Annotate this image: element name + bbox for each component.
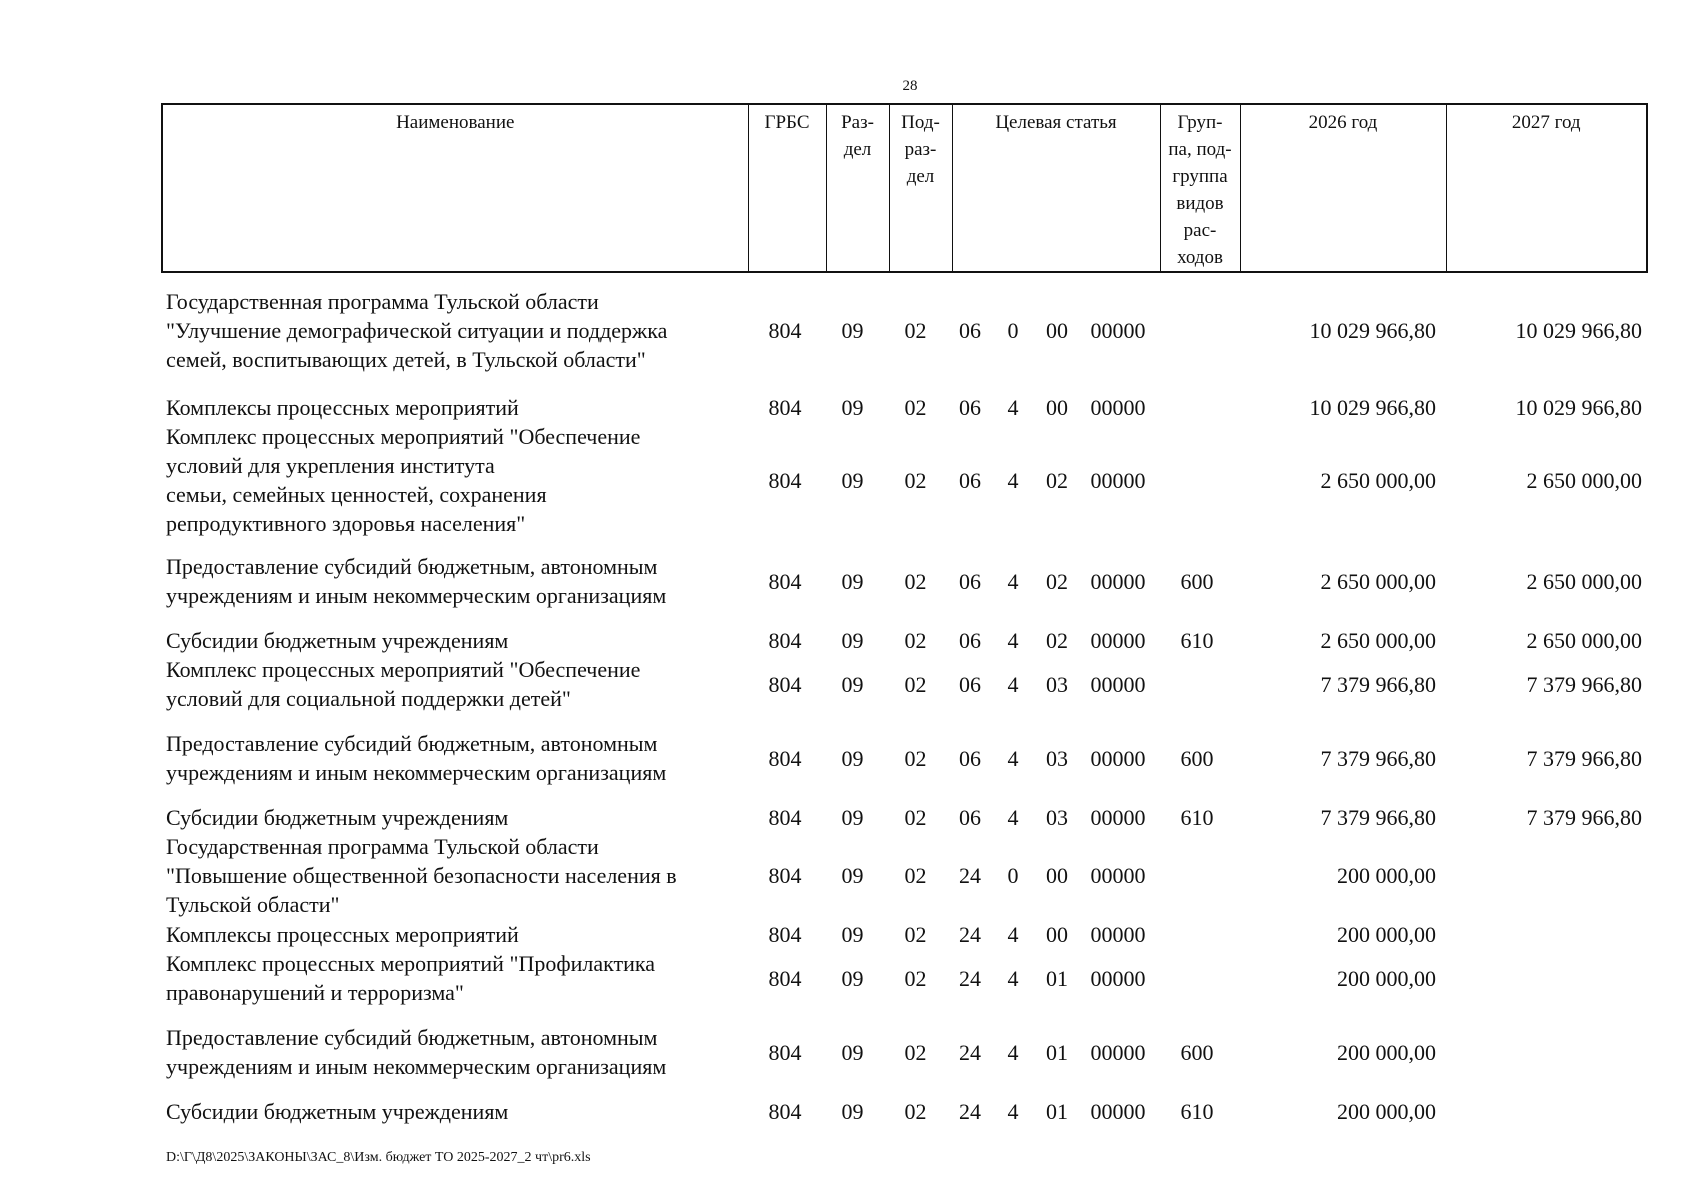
- cell-amount-2026: 200 000,00: [1337, 922, 1436, 947]
- cell-target-type: 4: [1007, 745, 1019, 771]
- cell-target-program: 06: [959, 318, 981, 343]
- cell-target-type: 4: [1007, 628, 1019, 653]
- cell-podrazdel: 02: [904, 1099, 927, 1124]
- cell-target-direction: 00000: [1090, 1099, 1146, 1124]
- cell-amount-2027: 2 650 000,00: [1526, 628, 1642, 653]
- cell-target-type: 4: [1007, 671, 1019, 697]
- cell-target-direction: 00000: [1090, 568, 1146, 594]
- cell-expense-group: 600: [1180, 745, 1214, 771]
- cell-podrazdel: 02: [904, 1039, 927, 1065]
- cell-name: Предоставление субсидий бюджетным, автономным учреждениям и иным некоммерческим организациям: [166, 1025, 667, 1079]
- cell-target-event: 01: [1046, 1099, 1068, 1124]
- cell-amount-2027: 2 650 000,00: [1526, 467, 1642, 493]
- cell-expense-group: 610: [1180, 1099, 1214, 1124]
- header-2027: 2027 год: [1446, 104, 1647, 272]
- cell-target-program: 24: [959, 965, 981, 991]
- page-number: 28: [902, 78, 918, 94]
- cell-target-direction: 00000: [1090, 922, 1146, 947]
- cell-target-direction: 00000: [1090, 628, 1146, 653]
- cell-podrazdel: 02: [904, 922, 927, 947]
- header-name: Наименование: [162, 104, 748, 272]
- cell-amount-2026: 10 029 966,80: [1309, 318, 1436, 343]
- cell-grbs: 804: [768, 568, 802, 594]
- cell-expense-group: 610: [1180, 805, 1214, 830]
- cell-expense-group: 600: [1180, 568, 1214, 594]
- header-podrazdel: Под- раз- дел: [889, 104, 952, 272]
- cell-target-event: 03: [1046, 745, 1068, 771]
- cell-grbs: 804: [768, 318, 802, 343]
- cell-amount-2026: 7 379 966,80: [1320, 805, 1436, 830]
- header-2026: 2026 год: [1240, 104, 1446, 272]
- cell-name: Предоставление субсидий бюджетным, автономным учреждениям и иным некоммерческим организациям: [166, 554, 667, 608]
- cell-expense-group: 600: [1180, 1039, 1214, 1065]
- cell-razdel: 09: [841, 922, 864, 947]
- cell-podrazdel: 02: [904, 628, 927, 653]
- cell-target-event: 02: [1046, 628, 1068, 653]
- cell-name: Комплекс процессных мероприятий "Профилактика правонарушений и терроризма": [166, 951, 656, 1005]
- cell-podrazdel: 02: [904, 467, 927, 493]
- cell-name: Субсидии бюджетным учреждениям: [166, 628, 509, 653]
- footer-file-path: D:\Г\Д8\2025\ЗАКОНЫ\ЗАС_8\Изм. бюджет ТО 2025-2027_2 чт\pr6.xls: [166, 1150, 591, 1165]
- cell-razdel: 09: [841, 1099, 864, 1124]
- cell-podrazdel: 02: [904, 863, 927, 888]
- cell-razdel: 09: [841, 863, 864, 888]
- cell-podrazdel: 02: [904, 965, 927, 991]
- cell-name: Государственная программа Тульской области "Повышение общественной безопасности населения в Тульской области": [166, 834, 677, 917]
- cell-amount-2027: 7 379 966,80: [1526, 671, 1642, 697]
- cell-razdel: 09: [841, 568, 864, 594]
- cell-target-direction: 00000: [1090, 318, 1146, 343]
- cell-amount-2026: 2 650 000,00: [1320, 568, 1436, 594]
- cell-target-direction: 00000: [1090, 467, 1146, 493]
- header-group: Груп- па, под- группа видов рас- ходов: [1160, 104, 1240, 272]
- cell-name: Комплексы процессных мероприятий: [166, 395, 519, 420]
- cell-target-event: 00: [1046, 395, 1068, 420]
- cell-target-program: 06: [959, 671, 981, 697]
- cell-grbs: 804: [768, 1039, 802, 1065]
- header-grbs: ГРБС: [748, 104, 826, 272]
- cell-podrazdel: 02: [904, 568, 927, 594]
- cell-amount-2026: 200 000,00: [1337, 965, 1436, 991]
- cell-target-program: 24: [959, 1099, 981, 1124]
- cell-grbs: 804: [768, 395, 802, 420]
- cell-name: Комплекс процессных мероприятий "Обеспечение условий для социальной поддержки детей": [166, 657, 641, 711]
- cell-grbs: 804: [768, 1099, 802, 1124]
- cell-amount-2026: 200 000,00: [1337, 1039, 1436, 1065]
- cell-target-event: 00: [1046, 318, 1068, 343]
- cell-podrazdel: 02: [904, 671, 927, 697]
- cell-grbs: 804: [768, 745, 802, 771]
- cell-target-direction: 00000: [1090, 395, 1146, 420]
- cell-target-program: 06: [959, 628, 981, 653]
- cell-target-direction: 00000: [1090, 805, 1146, 830]
- cell-target-type: 4: [1007, 568, 1019, 594]
- cell-target-type: 4: [1007, 467, 1019, 493]
- cell-razdel: 09: [841, 467, 864, 493]
- cell-podrazdel: 02: [904, 805, 927, 830]
- cell-name: Комплексы процессных мероприятий: [166, 922, 519, 947]
- cell-grbs: 804: [768, 671, 802, 697]
- cell-amount-2027: 10 029 966,80: [1515, 318, 1642, 343]
- cell-razdel: 09: [841, 805, 864, 830]
- cell-name: Комплекс процессных мероприятий "Обеспечение условий для укрепления института семьи, семейных ценностей, сохранения репродуктивного здоровья населения": [166, 424, 641, 536]
- cell-razdel: 09: [841, 318, 864, 343]
- cell-target-program: 24: [959, 922, 981, 947]
- cell-podrazdel: 02: [904, 745, 927, 771]
- cell-razdel: 09: [841, 745, 864, 771]
- cell-name: Государственная программа Тульской области "Улучшение демографической ситуации и поддержка семей, воспитывающих детей, в Тульской области": [166, 289, 668, 372]
- cell-grbs: 804: [768, 863, 802, 888]
- cell-name: Предоставление субсидий бюджетным, автономным учреждениям и иным некоммерческим организациям: [166, 731, 667, 785]
- cell-grbs: 804: [768, 467, 802, 493]
- cell-target-type: 0: [1007, 318, 1019, 343]
- cell-target-type: 4: [1007, 1099, 1019, 1124]
- cell-target-event: 03: [1046, 805, 1068, 830]
- cell-grbs: 804: [768, 628, 802, 653]
- cell-target-type: 4: [1007, 922, 1019, 947]
- cell-amount-2026: 2 650 000,00: [1320, 467, 1436, 493]
- cell-name: Субсидии бюджетным учреждениям: [166, 805, 509, 830]
- cell-amount-2027: 7 379 966,80: [1526, 745, 1642, 771]
- cell-amount-2027: 10 029 966,80: [1515, 395, 1642, 420]
- cell-target-event: 02: [1046, 568, 1068, 594]
- cell-target-program: 06: [959, 395, 981, 420]
- cell-target-direction: 00000: [1090, 965, 1146, 991]
- cell-target-program: 06: [959, 745, 981, 771]
- header-razdel: Раз- дел: [826, 104, 889, 272]
- cell-grbs: 804: [768, 805, 802, 830]
- cell-target-direction: 00000: [1090, 1039, 1146, 1065]
- cell-target-program: 06: [959, 568, 981, 594]
- header-target: Целевая статья: [952, 104, 1160, 272]
- cell-razdel: 09: [841, 395, 864, 420]
- cell-target-program: 06: [959, 805, 981, 830]
- cell-target-type: 0: [1007, 863, 1019, 888]
- cell-amount-2026: 7 379 966,80: [1320, 671, 1436, 697]
- cell-target-program: 06: [959, 467, 981, 493]
- cell-name: Субсидии бюджетным учреждениям: [166, 1099, 509, 1124]
- cell-podrazdel: 02: [904, 395, 927, 420]
- cell-expense-group: 610: [1180, 628, 1214, 653]
- cell-razdel: 09: [841, 628, 864, 653]
- cell-target-program: 24: [959, 1039, 981, 1065]
- cell-grbs: 804: [768, 965, 802, 991]
- cell-amount-2027: 2 650 000,00: [1526, 568, 1642, 594]
- cell-target-type: 4: [1007, 965, 1019, 991]
- cell-target-type: 4: [1007, 1039, 1019, 1065]
- cell-amount-2026: 200 000,00: [1337, 1099, 1436, 1124]
- cell-target-event: 01: [1046, 1039, 1068, 1065]
- cell-target-type: 4: [1007, 805, 1019, 830]
- cell-target-event: 00: [1046, 922, 1068, 947]
- cell-target-event: 00: [1046, 863, 1068, 888]
- cell-target-direction: 00000: [1090, 863, 1146, 888]
- table-header: [161, 103, 1648, 273]
- cell-target-direction: 00000: [1090, 671, 1146, 697]
- cell-target-event: 03: [1046, 671, 1068, 697]
- cell-target-event: 02: [1046, 467, 1068, 493]
- cell-target-event: 01: [1046, 965, 1068, 991]
- cell-grbs: 804: [768, 922, 802, 947]
- cell-amount-2026: 7 379 966,80: [1320, 745, 1436, 771]
- cell-amount-2027: 7 379 966,80: [1526, 805, 1642, 830]
- cell-podrazdel: 02: [904, 318, 927, 343]
- cell-target-type: 4: [1007, 395, 1019, 420]
- cell-razdel: 09: [841, 1039, 864, 1065]
- cell-razdel: 09: [841, 671, 864, 697]
- cell-target-program: 24: [959, 863, 981, 888]
- cell-amount-2026: 10 029 966,80: [1309, 395, 1436, 420]
- cell-razdel: 09: [841, 965, 864, 991]
- cell-amount-2026: 2 650 000,00: [1320, 628, 1436, 653]
- cell-target-direction: 00000: [1090, 745, 1146, 771]
- cell-amount-2026: 200 000,00: [1337, 863, 1436, 888]
